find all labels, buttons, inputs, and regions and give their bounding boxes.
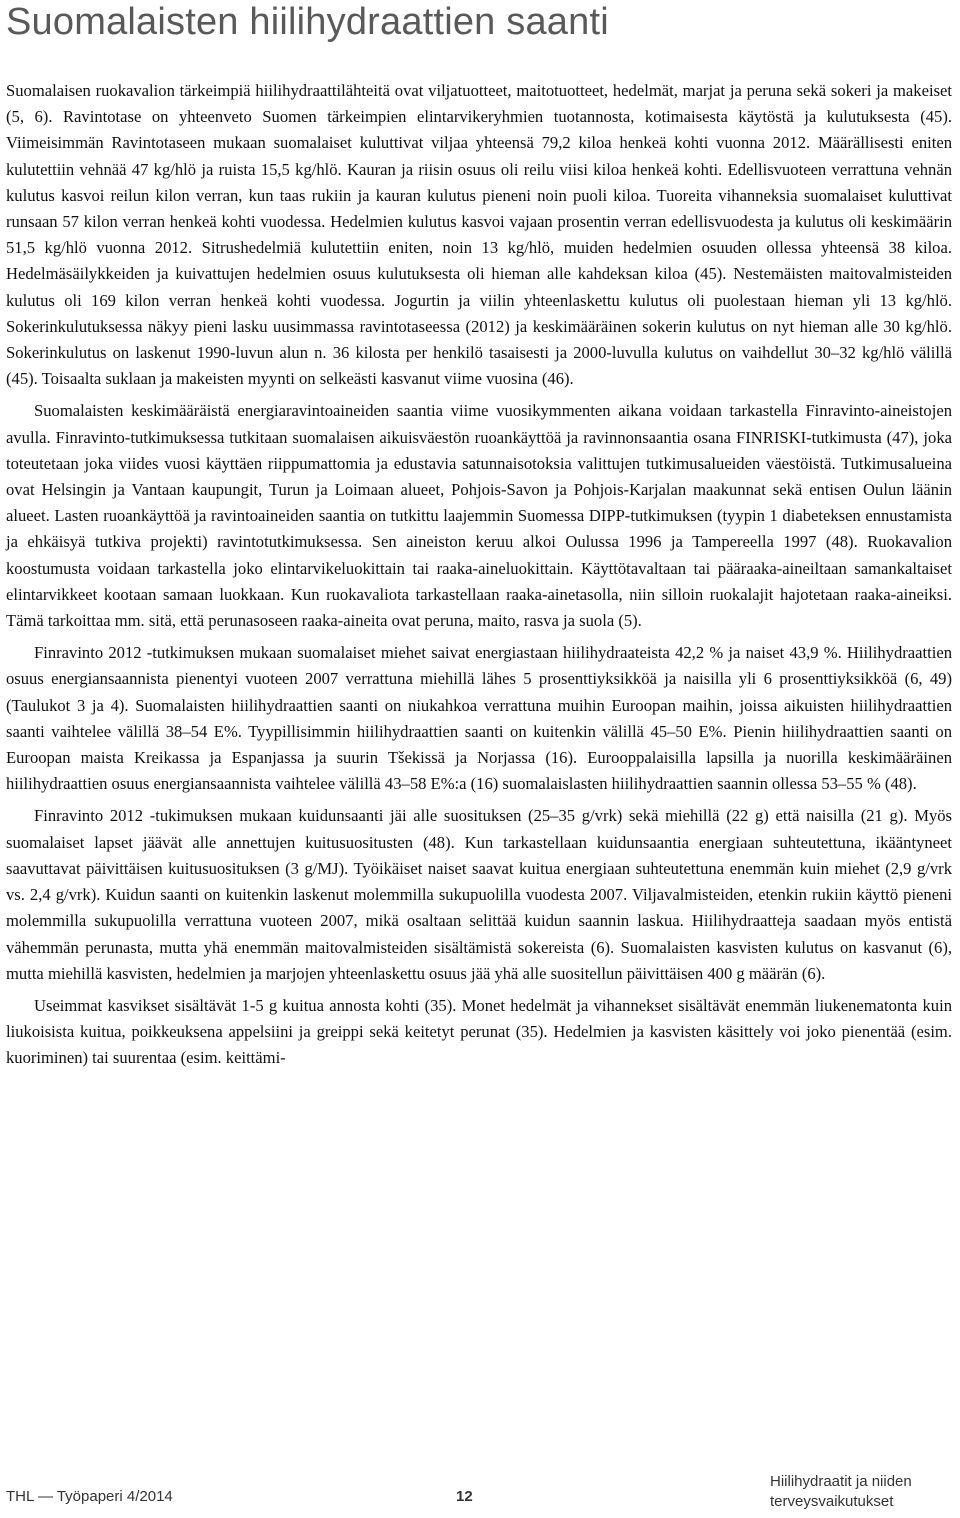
footer-page-number: 12 — [456, 1488, 473, 1505]
footer-publication: THL — Työpaperi 4/2014 — [6, 1488, 173, 1505]
page-footer — [0, 1470, 960, 1518]
paragraph-carbohydrate-intake: Finravinto 2012 -tutkimuksen mukaan suomalaiset miehet saivat energiastaan hiilihydraateista 42,2 % ja naiset 43,9 %. Hiilihydraattien osuus energiansaannista pienentyi vuoteen 2007 verrattuna miehillä lähes 5 prosenttiyksikköä ja naisilla yli 6 prosenttiyksikköä (6, 49) (Taulukot 3 ja 4). Suomalaisten hiilihydraattien saanti on niukahkoa verrattuna muihin Euroopan maihin, joissa aikuisten hiilihydraattien saanti vaihtelee välillä 38–54 E%. Tyypillisimmin hiilihydraattien saanti on kuitenkin välillä 45–50 E%. Pienin hiilihydraattien saanti on Euroopan maista Kreikassa ja Espanjassa ja suurin Tšekissä ja Norjassa (16). Eurooppalaisilla lapsilla ja nuorilla keskimääräinen hiilihydraattien osuus energiansaannista vaihtelee välillä 43–58 E%:a (16) suomalaislasten hiilihydraattien saannin ollessa 53–55 % (48). — [6, 643, 952, 794]
page-title: Suomalaisten hiilihydraattien saanti — [6, 1, 609, 43]
body-text — [6, 78, 952, 1078]
paragraph-grain-and-food-consumption: Suomalaisen ruokavalion tärkeimpiä hiilihydraattilähteitä ovat viljatuotteet, maitotuotteet, hedelmät, marjat ja peruna sekä sokeri ja makeiset (5, 6). Ravintotase on yhteenveto Suomen tärkeimpien elintarvikeryhmien tuotannosta, kotimaisesta käytöstä ja kulutuksesta (45). Viimeisimmän Ravintotaseen mukaan suomalaiset kuluttivat viljaa yhteensä 79,2 kiloa henkeä kohti vuonna 2012. Määrällisesti eniten kulutettiin vehnää 47 kg/hlö ja ruista 15,5 kg/hlö. Kauran ja riisin osuus oli reilu viisi kiloa henkeä kohti. Edellisvuoteen verrattuna vehnän kulutus kasvoi reilun kilon verran, kun taas rukiin ja kauran kulutus pieneni noin puoli kiloa. Tuoreita vihanneksia suomalaiset kuluttivat runsaan 57 kilon verran henkeä kohti vuodessa. Hedelmien kulutus kasvoi vajaan prosentin verran edellisvuodesta ja kulutus oli keskimäärin 51,5 kg/hlö vuonna 2012. Sitrushedelmiä kulutettiin eniten, noin 13 kg/hlö, muiden hedelmien osuuden ollessa yhteensä 38 kiloa. Hedelmäsäilykkeiden ja kuivattujen hedelmien osuus kulutuksesta oli hieman alle kahdeksan kiloa (45). Nestemäisten maitovalmisteiden kulutus oli 169 kilon verran henkeä kohti vuodessa. Jogurtin ja viilin yhteenlaskettu kulutus oli puolestaan hieman yli 13 kg/hlö. Sokerinkulutuksessa näkyy pieni lasku uusimmassa ravintotaseessa (2012) ja keskimääräinen sokerin kulutus on nyt hieman alle 30 kg/hlö. Sokerinkulutus on laskenut 1990-luvun alun n. 36 kilosta per henkilö tasaisesti ja 2000-luvulla kulutus on vaihdellut 30–32 kg/hlö välillä (45). Toisaalta suklaan ja makeisten myynti on selkeästi kasvanut viime vuosina (46). — [6, 81, 952, 389]
paragraph-vegetable-fiber: Useimmat kasvikset sisältävät 1-5 g kuitua annosta kohti (35). Monet hedelmät ja vihannekset sisältävät enemmän liukenematonta kuin liukoisista kuitua, poikkeuksena appelsiini ja greippi sekä keitetyt perunat (35). Hedelmien ja kasvisten käsittely voi joko pienentää (esim. kuoriminen) tai suurentaa (esim. keittämi- — [6, 995, 952, 1068]
footer-running-title — [770, 1472, 912, 1512]
footer-running-title-line1: Hiilihydraatit ja niiden — [770, 1473, 912, 1490]
paragraph-finravinto-data: Suomalaisten keskimääräistä energiaravintoaineiden saantia viime vuosikymmenten aikana voidaan tarkastella Finravinto-aineistojen avulla. Finravinto-tutkimuksessa tutkitaan suomalaisen aikuisväestön ruoankäyttöä ja ravinnonsaantia osana FINRISKI-tutkimusta (47), joka toteutetaan joka viides vuosi käyttäen riippumattomia ja edustavia satunnaisotoksia valittujen tutkimusalueiden väestöistä. Tutkimusalueina ovat Helsingin ja Vantaan kaupungit, Turun ja Loimaan alueet, Pohjois-Savon ja Pohjois-Karjalan maakunnat sekä entisen Oulun läänin alueet. Lasten ruoankäyttöä ja ravintoaineiden saantia on tutkittu laajemmin Suomessa DIPP-tutkimuksen (tyypin 1 diabeteksen ennustamista ja ehkäisyä tutkiva projekti) ravintotutkimuksessa. Sen aineiston keruu alkoi Oulussa 1996 ja Tampereella 1997 (48). Ruokavalion koostumusta voidaan tarkastella joko elintarvikeluokittain tai raaka-aineluokittain. Käyttötavaltaan tai pääraaka-aineiltaan samankaltaiset elintarvikkeet kootaan samaan luokkaan. Kun ruokavaliota tarkastellaan raaka-ainetasolla, niin silloin ruokalajit hajotetaan raaka-aineiksi. Tämä tarkoittaa mm. sitä, että perunasoseen raaka-aineita ovat peruna, maito, rasva ja suola (5). — [6, 401, 952, 631]
paragraph-fiber-intake: Finravinto 2012 -tukimuksen mukaan kuidunsaanti jäi alle suosituksen (25–35 g/vrk) sekä miehillä (22 g) että naisilla (21 g). Myös suomalaiset lapset jäävät alle annettujen kuitusuositusten (48). Kun tarkastellaan kuidunsaantia energiaan suhteutettuna, ikääntyneet saavuttavat päivittäisen kuitusuosituksen (3 g/MJ). Työikäiset naiset saavat kuitua energiaan suhteutettuna enemmän kuin miehet (2,9 g/vrk vs. 2,4 g/vrk). Kuidun saanti on kuitenkin laskenut molemmilla sukupuolilla vuodesta 2007. Viljavalmisteiden, etenkin rukiin käyttö pieneni molemmilla sukupuolilla verrattuna vuoteen 2007, mikä osaltaan selittää kuidun saannin laskua. Hiilihydraatteja saadaan myös entistä vähemmän perunasta, mutta yhä enemmän maitovalmisteiden sisältämistä sokereista (6). Suomalaisten kasvisten kulutus on kasvanut (6), mutta miehillä kasvisten, hedelmien ja marjojen yhteenlaskettu osuus jää yhä alle suositellun päivittäisen 400 g määrän (6). — [6, 806, 952, 983]
footer-running-title-line2: terveysvaikutukset — [770, 1493, 894, 1510]
